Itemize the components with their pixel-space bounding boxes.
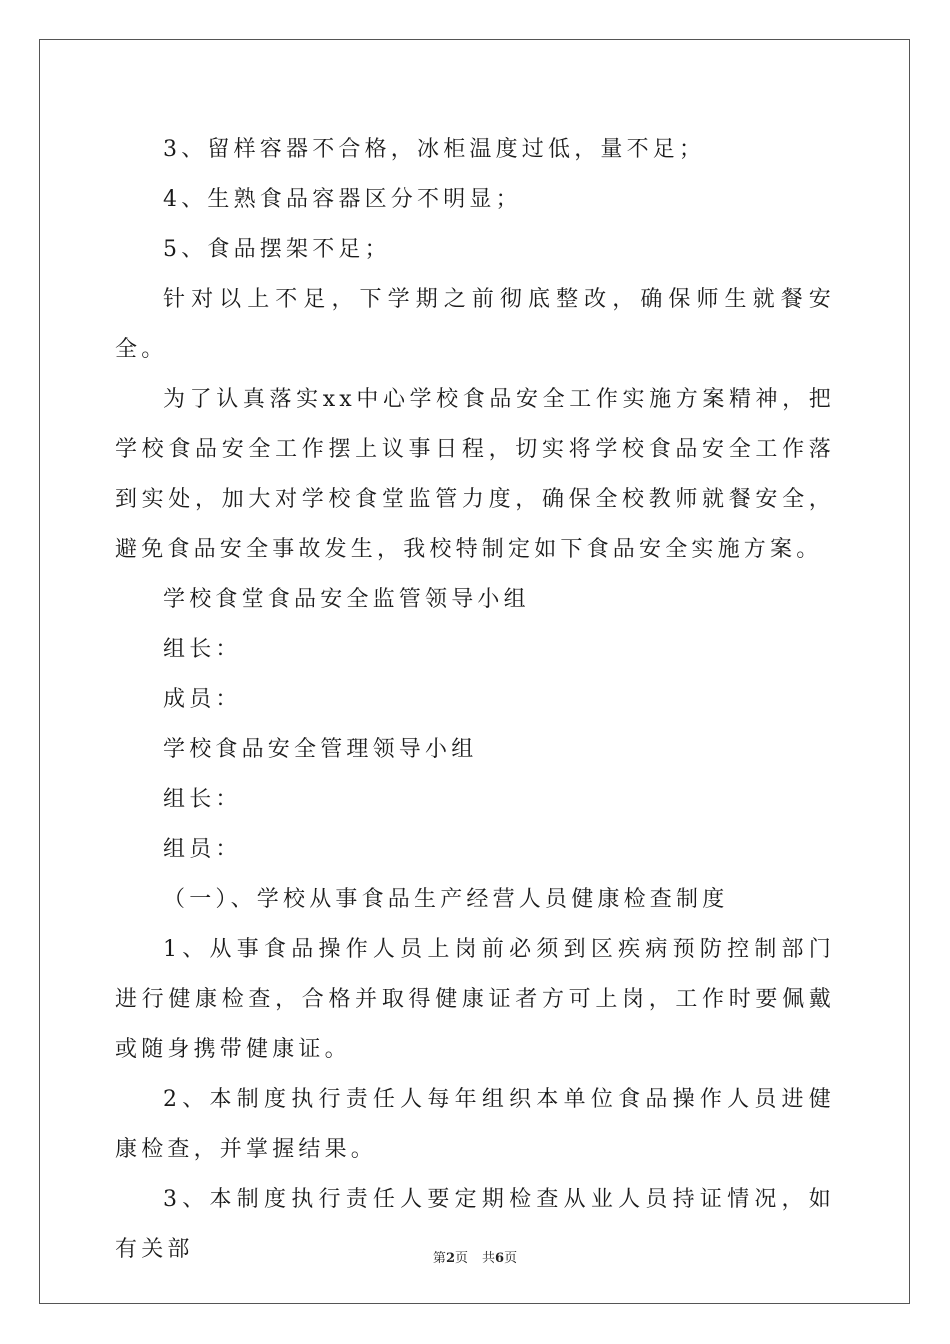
page-total-prefix: 共: [482, 1251, 496, 1266]
page-number-prefix: 第: [432, 1251, 446, 1266]
paragraph: 针对以上不足，下学期之前彻底整改，确保师生就餐安全。: [115, 287, 835, 362]
document-body: [115, 125, 835, 1275]
paragraph: 5、食品摆架不足；: [163, 237, 391, 262]
section-heading: （一）、学校从事食品生产经营人员健康检查制度: [163, 887, 729, 912]
page-footer: [0, 1247, 950, 1266]
paragraph: 成员：: [163, 687, 242, 712]
paragraph: 4、生熟食品容器区分不明显；: [163, 187, 522, 212]
paragraph: 1、从事食品操作人员上岗前必须到区疾病预防控制部门进行健康检查，合格并取得健康证者方可上岗，工作时要佩戴或随身携带健康证。: [115, 937, 835, 1062]
page-number-current: 2: [445, 1251, 455, 1266]
paragraph: 为了认真落实xx中心学校食品安全工作实施方案精神，把学校食品安全工作摆上议事日程，切实将学校食品安全工作落到实处，加大对学校食堂监管力度，确保全校教师就餐安全，避免食品安全事故发生，我校特制定如下食品安全实施方案。: [115, 387, 835, 562]
paragraph: 3、本制度执行责任人要定期检查从业人员持证情况，如有关部: [115, 1187, 835, 1262]
paragraph: 组长：: [163, 637, 242, 662]
paragraph: 2、本制度执行责任人每年组织本单位食品操作人员进健康检查，并掌握结果。: [115, 1087, 835, 1162]
paragraph: 组员：: [163, 837, 242, 862]
page-number-total: 6: [495, 1251, 505, 1266]
paragraph: 3、留样容器不合格，冰柜温度过低，量不足；: [163, 137, 706, 162]
paragraph: 组长：: [163, 787, 242, 812]
section-heading: 学校食堂食品安全监管领导小组: [163, 587, 530, 612]
section-heading: 学校食品安全管理领导小组: [163, 737, 478, 762]
page-total-suffix: 页: [504, 1251, 518, 1266]
page-number-suffix: 页: [454, 1251, 468, 1266]
